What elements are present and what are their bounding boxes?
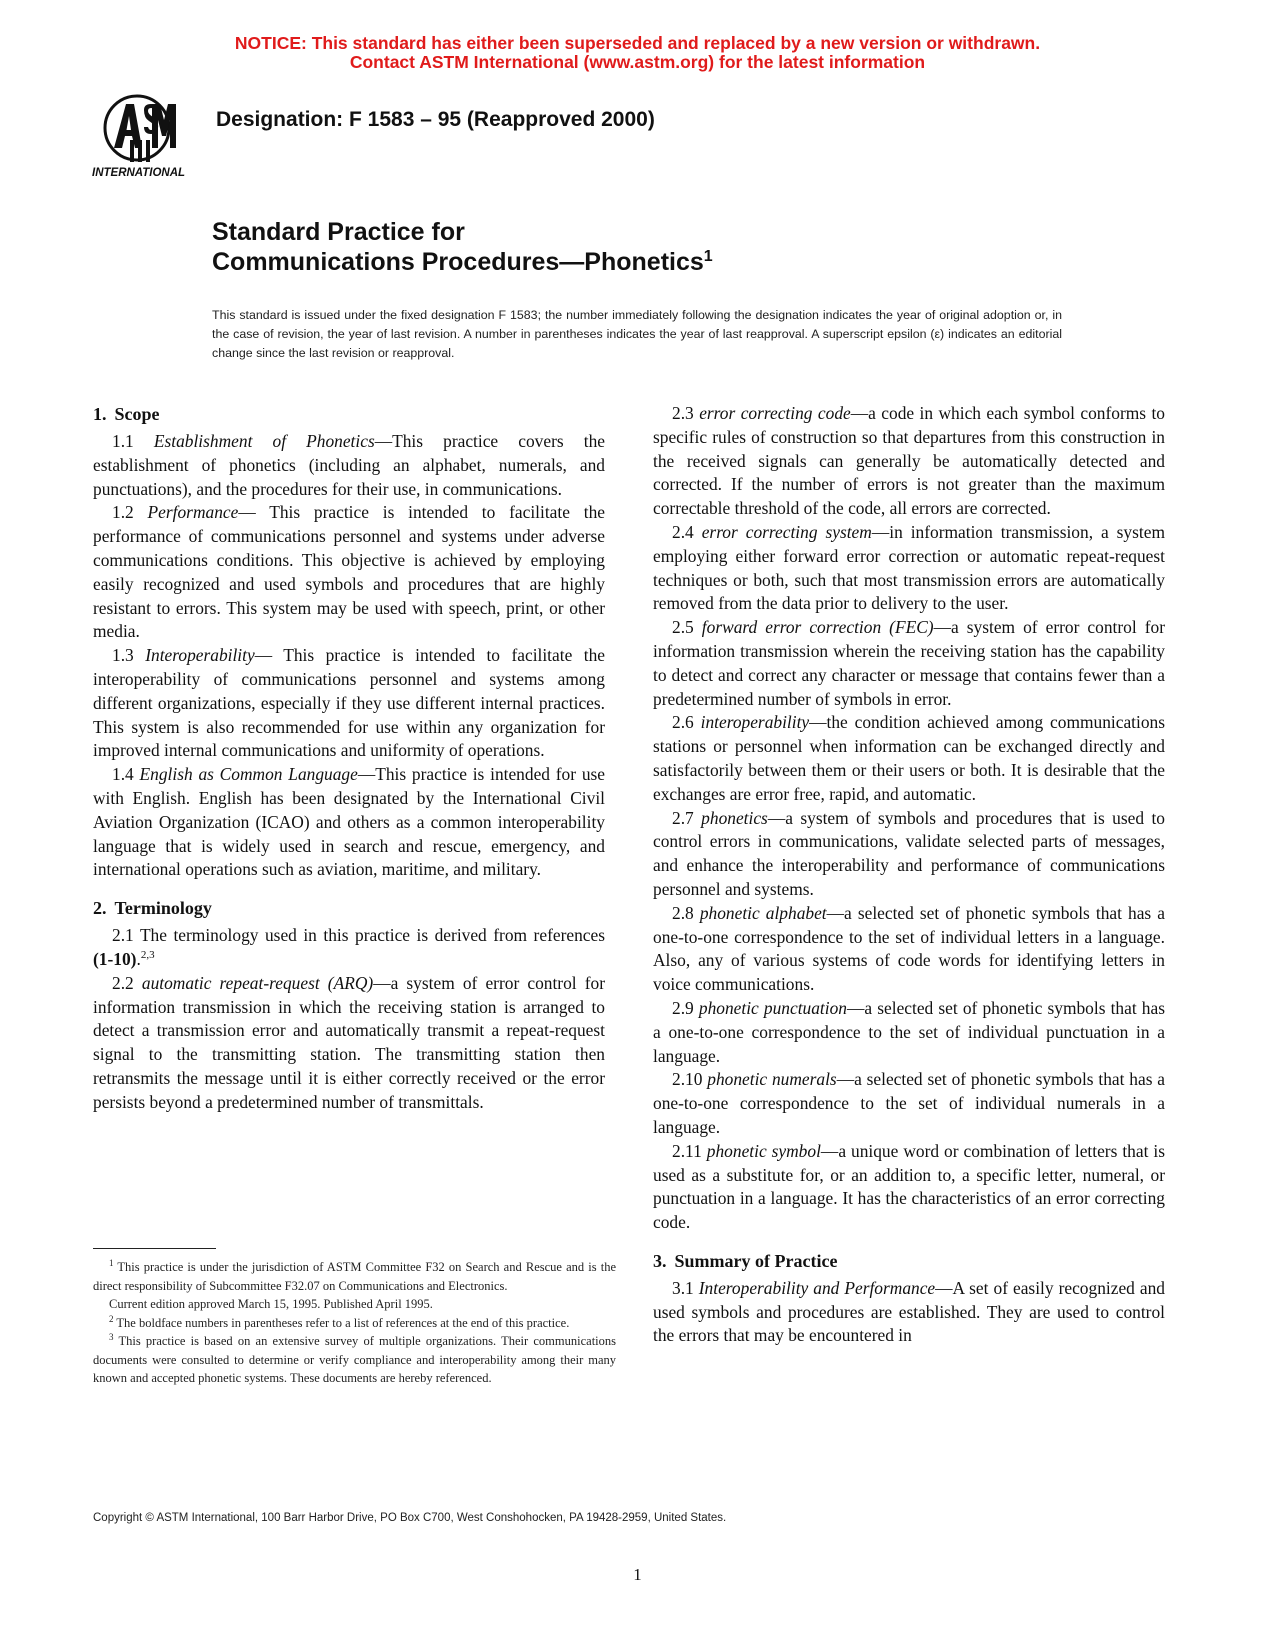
paragraph-2-1: 2.1 The terminology used in this practice is derived from references (1-10).$^{2,3}$ — [93, 925, 605, 969]
page-number: 1 — [633, 1565, 642, 1584]
notice-banner — [0, 34, 1275, 72]
paragraph-1-3: 1.3 Interoperability— This practice is intended to facilitate the interoperability of communications personnel and systems among different organizations, especially if they use different internal practices. This system is also recommended for use within any organization for improved internal communications and uniformity of operations. — [93, 645, 605, 761]
title-line-2 — [212, 247, 713, 277]
paragraph-2-8: 2.8 phonetic alphabet—a selected set of phonetic symbols that has a one-to-one correspondence to the set of individual letters in a language. Also, any of various systems of code words for identifying letters in voice communications. — [653, 902, 1165, 995]
paragraph-3-1: 3.1 Interoperability and Performance—A set of easily recognized and used symbols and procedures are established. They are used to control the errors that may be encountered in — [653, 1277, 1165, 1346]
section-heading-terminology: 2. Terminology — [93, 898, 212, 919]
astm-logo-icon — [90, 90, 200, 182]
title-line-2-text: Communications Procedures—Phonetics — [212, 248, 704, 276]
paragraph-2-6: 2.6 interoperability—the condition achieved among communications stations or personnel when information can be exchanged directly and satisfactorily between them or their users or both. It is desirable that the exchanges are error free, rapid, and automatic. — [653, 712, 1165, 804]
section-heading-scope: 1. Scope — [93, 404, 160, 424]
footnotes — [93, 1258, 616, 1388]
astm-logo — [90, 90, 200, 182]
logo-text: INTERNATIONAL — [92, 167, 186, 179]
paragraph-1-2: 1.2 Performance— This practice is intended to facilitate the performance of communications personnel and systems under adverse communications conditions. This objective is achieved by employing easily recognized and used symbols and procedures that are highly resistant to errors. This system may be used with speech, print, or other media. — [93, 502, 605, 642]
paragraph-2-2: 2.2 automatic repeat-request (ARQ)—a system of error control for information transmission in which the receiving station is arranged to detect a transmission error and automatically transmit a repeat-request signal to the transmitting station. The transmitting station then retransmits the message until it is either correctly received or the error persists beyond a predetermined number of transmittals. — [93, 972, 606, 1112]
footnote-2: $^2$ The boldface numbers in parentheses refer to a list of references at the end of this practice. — [109, 1313, 570, 1330]
document-title — [212, 217, 713, 277]
paragraph-2-10: 2.10 phonetic numerals—a selected set of phonetic symbols that has a one-to-one correspondence to the set of individual numerals in a language. — [653, 1069, 1165, 1137]
notice-line-1: NOTICE: This standard has either been superseded and replaced by a new version or withdrawn. — [234, 33, 1041, 53]
title-line-1: Standard Practice for — [212, 218, 465, 246]
designation: Designation: F 1583 – 95 (Reapproved 2000) — [216, 108, 655, 131]
title-footnote-mark: 1 — [703, 248, 713, 265]
copyright-line: Copyright © ASTM International, 100 Barr Harbor Drive, PO Box C700, West Conshohocken, PA 19428-2959, United States. — [93, 1512, 727, 1524]
paragraph-2-3: 2.3 error correcting code—a code in which each symbol conforms to specific rules of construction so that departures from this construction in the received signals can generally be automatically detected and corrected. If the number of errors is not greater than the maximum correctable threshold of the code, all errors are corrected. — [653, 403, 1165, 519]
paragraph-2-4: 2.4 error correcting system—in information transmission, a system employing either forward error correction or automatic repeat-request techniques or both, such that most transmission errors are automatically removed from the data prior to delivery to the user. — [653, 521, 1165, 614]
notice-line-2: Contact ASTM International (www.astm.org) for the latest information — [349, 52, 926, 72]
footnote-3: $^3$ This practice is based on an extensive survey of multiple organizations. Their communications documents were consulted to determine or verify compliance and interoperability among their many known and accepted phonetic systems. These documents are hereby referenced. — [93, 1332, 617, 1385]
footnote-1-edition: Current edition approved March 15, 1995. Published April 1995. — [109, 1297, 433, 1311]
issuance-note: This standard is issued under the fixed designation F 1583; the number immediately following the designation indicates the year of original adoption or, in the case of revision, the year of last revision. A number in parentheses indicates the year of last reapproval. A superscript epsilon (ε) indicates an editorial change since the last revision or reapproval. — [212, 308, 1062, 360]
paragraph-1-4: 1.4 English as Common Language—This practice is intended for use with English. English has been designated by the International Civil Aviation Organization (ICAO) and others as a common interoperability language that is widely used in search and rescue, emergency, and international operations such as aviation, maritime, and military. — [93, 764, 606, 880]
paragraph-1-1: 1.1 Establishment of Phonetics—This practice covers the establishment of phonetics (including an alphabet, numerals, and punctuations), and the procedures for their use, in communications. — [93, 431, 605, 499]
left-column — [93, 402, 605, 1115]
paragraph-2-7: 2.7 phonetics—a system of symbols and procedures that is used to control errors in communications, validate selected parts of messages, and enhance the interoperability and performance of communications personnel and systems. — [653, 807, 1165, 899]
footnote-rule — [93, 1248, 216, 1249]
right-column — [653, 402, 1165, 1348]
paragraph-2-9: 2.9 phonetic punctuation—a selected set of phonetic symbols that has a one-to-one correspondence to the set of individual punctuation in a language. — [653, 997, 1165, 1066]
paragraph-2-5: 2.5 forward error correction (FEC)—a system of error control for information transmission wherein the receiving station has the capability to detect and correct any character or message that contains fewer than a predetermined number of symbols in error. — [653, 617, 1166, 709]
paragraph-2-11: 2.11 phonetic symbol—a unique word or combination of letters that is used as a substitute for, or an addition to, a specific letter, numeral, or punctuation in a language. It has the characteristics of an error correcting code. — [653, 1140, 1166, 1233]
footnote-1: $^1$ This practice is under the jurisdiction of ASTM Committee F32 on Search and Rescue and is the direct responsibility of Subcommittee F32.07 on Communications and Electronics. — [93, 1258, 616, 1293]
section-heading-summary: 3. Summary of Practice — [653, 1250, 838, 1271]
